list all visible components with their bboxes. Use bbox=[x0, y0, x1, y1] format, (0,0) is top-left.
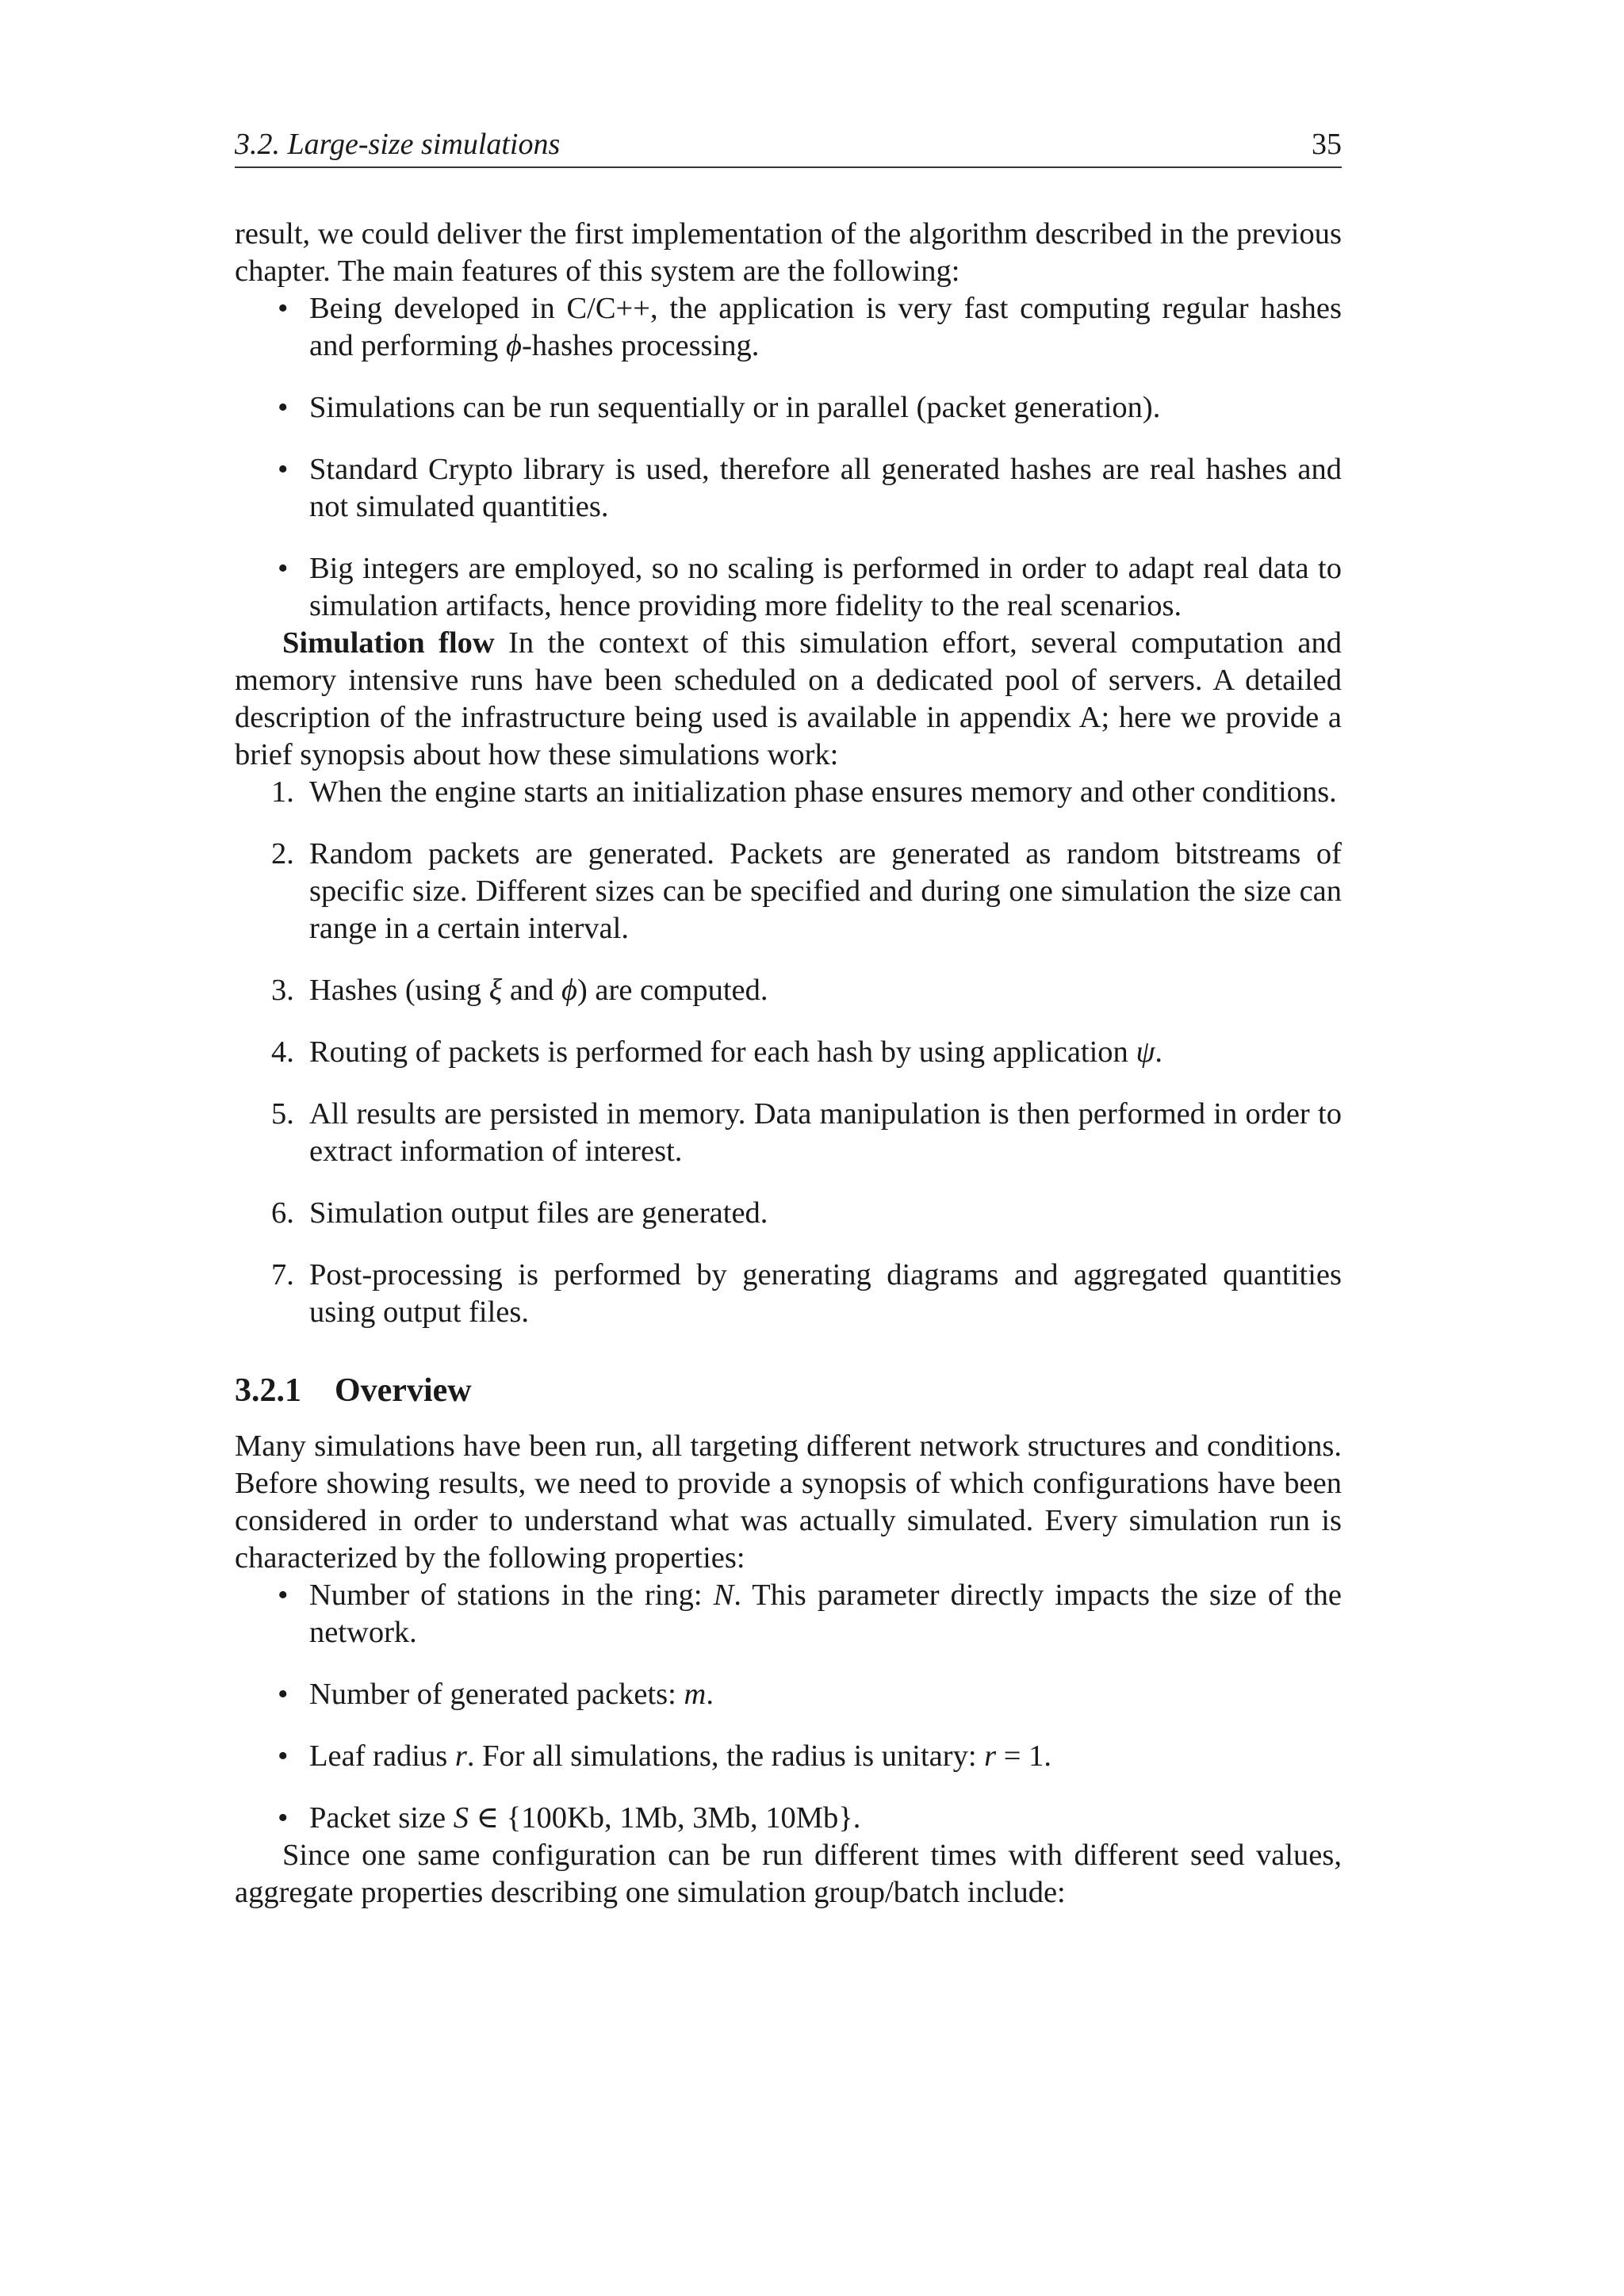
list-item: • Standard Crypto library is used, therefore all generated hashes are real hashes and not simulated quantities. bbox=[278, 453, 1342, 523]
properties-list bbox=[235, 1577, 1342, 1837]
subsection-number: 3.2.1 bbox=[235, 1372, 301, 1409]
subsection-title: Overview bbox=[335, 1372, 472, 1409]
step-number: 4. bbox=[271, 1035, 294, 1069]
list-item: • Packet size S ∈ {100Kb, 1Mb, 3Mb, 10Mb}. bbox=[235, 1800, 1342, 1837]
list-item: 6. Simulation output files are generated. bbox=[235, 1195, 1342, 1232]
page-number: 35 bbox=[1312, 128, 1342, 161]
list-item: 1. When the engine starts an initialization phase ensures memory and other conditions. bbox=[235, 774, 1342, 811]
overview-paragraph: Many simulations have been run, all targeting different network structures and conditions. Before showing results, we need to provide a synopsis of which configurations have been considered in order to understand what was actually simulated. Every simulation run is characterized by the following properties: bbox=[235, 1429, 1342, 1575]
bullet-marker: • bbox=[278, 1678, 289, 1711]
steps-list bbox=[235, 774, 1342, 1331]
bullet-marker: • bbox=[278, 1801, 289, 1835]
bullet-marker: • bbox=[278, 292, 289, 325]
list-item: 5. All results are persisted in memory. Data manipulation is then performed in order to extract information of interest. bbox=[271, 1097, 1342, 1168]
step-number: 1. bbox=[271, 775, 294, 809]
math-xi: ξ bbox=[488, 974, 503, 1007]
closing-paragraph: Since one same configuration can be run different times with different seed values, aggregate properties describing one simulation group/batch include: bbox=[235, 1839, 1342, 1909]
step-number: 5. bbox=[271, 1097, 294, 1131]
bullet-marker: • bbox=[278, 1739, 289, 1773]
intro-paragraph: result, we could deliver the first implementation of the algorithm described in the previous chapter. The main features of this system are the following: bbox=[235, 217, 1342, 288]
list-item: • Big integers are employed, so no scaling is performed in order to adapt real data to simulation artifacts, hence providing more fidelity to the real scenarios. bbox=[278, 552, 1342, 622]
list-item: • Simulations can be run sequentially or in parallel (packet generation). bbox=[235, 389, 1342, 427]
bullet-marker: • bbox=[278, 391, 289, 424]
simulation-flow-paragraph: Simulation flow In the context of this simulation effort, several computation and memory intensive runs have been scheduled on a dedicated pool of servers. A detailed description of the infrastructure being used is available in appendix A; here we provide a brief synopsis about how these simulations work: bbox=[235, 626, 1342, 771]
bullet-marker: • bbox=[278, 552, 289, 585]
math-phi: ϕ bbox=[506, 329, 522, 362]
step-number: 2. bbox=[271, 837, 294, 871]
math-m: m bbox=[684, 1678, 707, 1711]
bullet-marker: • bbox=[278, 453, 289, 486]
running-head bbox=[235, 127, 1342, 168]
bullet-marker: • bbox=[278, 1578, 289, 1612]
page bbox=[235, 127, 1342, 1911]
step-number: 6. bbox=[271, 1196, 294, 1230]
runin-heading: Simulation flow bbox=[282, 626, 495, 660]
features-list bbox=[235, 290, 1342, 625]
list-item: 3. Hashes (using ξ and ϕ) are computed. bbox=[235, 972, 1342, 1009]
math-r: r bbox=[984, 1739, 997, 1773]
list-item: 2. Random packets are generated. Packets are generated as random bitstreams of specific size. Different sizes can be specified and during one simulation the size can range in a certain interval. bbox=[271, 837, 1342, 945]
step-number: 7. bbox=[271, 1258, 294, 1292]
step-number: 3. bbox=[271, 974, 294, 1007]
math-r: r bbox=[454, 1739, 467, 1773]
list-item: • Being developed in C/C++, the application is very fast computing regular hashes and performing ϕ-hashes processing. bbox=[278, 292, 1342, 362]
math-s: S bbox=[453, 1801, 469, 1835]
subsection-heading bbox=[235, 1371, 1342, 1410]
list-item: • Number of stations in the ring: N. This parameter directly impacts the size of the network. bbox=[278, 1578, 1342, 1649]
math-phi: ϕ bbox=[561, 974, 577, 1007]
math-psi: ψ bbox=[1136, 1035, 1155, 1069]
running-head-section: 3.2. Large-size simulations bbox=[235, 128, 561, 161]
list-item: 4. Routing of packets is performed for each hash by using application ψ. bbox=[235, 1034, 1342, 1071]
list-item: • Number of generated packets: m. bbox=[235, 1676, 1342, 1713]
list-item: • Leaf radius r. For all simulations, the radius is unitary: r = 1. bbox=[235, 1738, 1342, 1775]
math-n: N bbox=[713, 1578, 734, 1612]
list-item: 7. Post-processing is performed by generating diagrams and aggregated quantities using output files. bbox=[271, 1258, 1342, 1329]
